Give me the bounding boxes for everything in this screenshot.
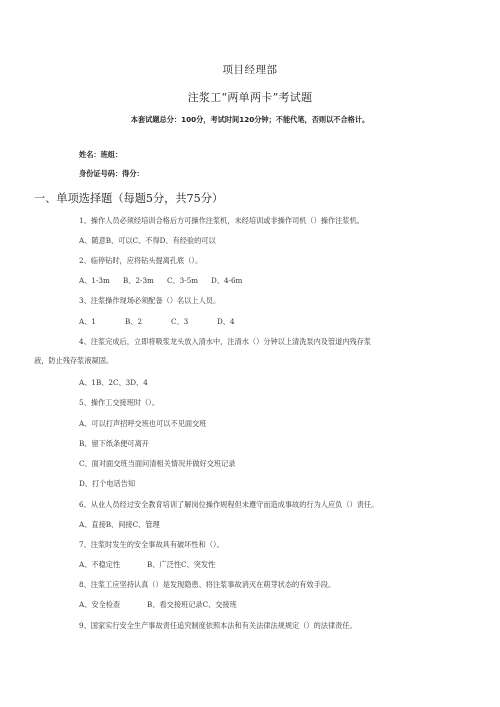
department-title: 项目经理部 [222,64,278,76]
question-2: 2、临停钻时，应将钻头提离孔底（）。 [79,256,203,265]
question-1-options: A、随意B、可以C、不得D、有经验的可以 [79,236,216,245]
option-b-c: B、广泛性C、突发性 [147,560,216,569]
question-3: 3、注浆操作现场必须配备（）名以上人员。 [79,296,221,305]
name-team-line: 姓名：班组： [79,150,123,159]
question-5: 5、操作工交接班时（）。 [79,398,160,407]
option-a: A、安全检查 [79,600,121,609]
question-4-continued: 液，防止残存浆液凝固。 [34,356,114,365]
question-9: 9、国家实行安全生产事故责任追究制度依照本法和有关法律法规规定（）的法律责任。 [79,621,357,630]
question-4-options: A、1B、2C、3D、4 [79,378,148,387]
option-c: C、3 [171,317,189,326]
option-a: A、不稳定性 [79,560,121,569]
question-5-option-c: C、面对面交班当面问清相关情况并做好交班记录 [79,459,236,468]
question-4: 4、注浆完成后，立即将吸浆龙头放入清水中，注清水（）分钟以上清洗泵内及管道内残存浆 [79,337,372,346]
question-2-options [79,276,242,286]
exam-notice: 本套试题总分：100分，考试时间120分钟；不能代笔，否则以不合格计。 [130,115,370,124]
exam-title: 注浆工“两单两卡”考试题 [187,91,313,104]
question-5-option-a: A、可以打声招呼交班也可以不见面交班 [79,419,207,428]
option-d: D、4-6m [211,276,243,285]
option-b: B、2-3m [123,276,154,285]
question-8-options [79,600,237,610]
question-6: 6、从业人员经过安全教育培训了解岗位操作规程但未遵守而造成事故的行为人应负（）责任。 [79,500,379,509]
question-5-option-d: D、打个电话告知 [79,479,136,488]
option-d: D、4 [217,317,235,326]
question-6-options: A、直接B、间接C、管理 [79,520,160,529]
option-b-c: B、看交接班记录C、交接班 [147,600,237,609]
option-a: A、1-3m [79,276,110,285]
question-5-option-b: B、留下纸条便可离开 [79,439,149,448]
id-score-line: 身份证号码：得分： [79,169,144,178]
question-1: 1、操作人员必须经培训合格后方可操作注浆机，未经培训或非操作司机（）操作注浆机。 [79,216,364,225]
section-title: 一、单项选择题（每题5分，共75分） [34,192,224,205]
question-7: 7、注浆时发生的安全事故具有破坏性和（）。 [79,540,224,549]
question-3-options [79,317,235,327]
option-a: A、1 [79,317,96,326]
question-8: 8、注浆工应坚持认真（）是发现隐患、将注浆事故消灭在萌芽状态的有效手段。 [79,580,336,589]
question-7-options [79,560,215,570]
option-c: C、3-5m [167,276,199,285]
option-b: B、2 [125,317,143,326]
